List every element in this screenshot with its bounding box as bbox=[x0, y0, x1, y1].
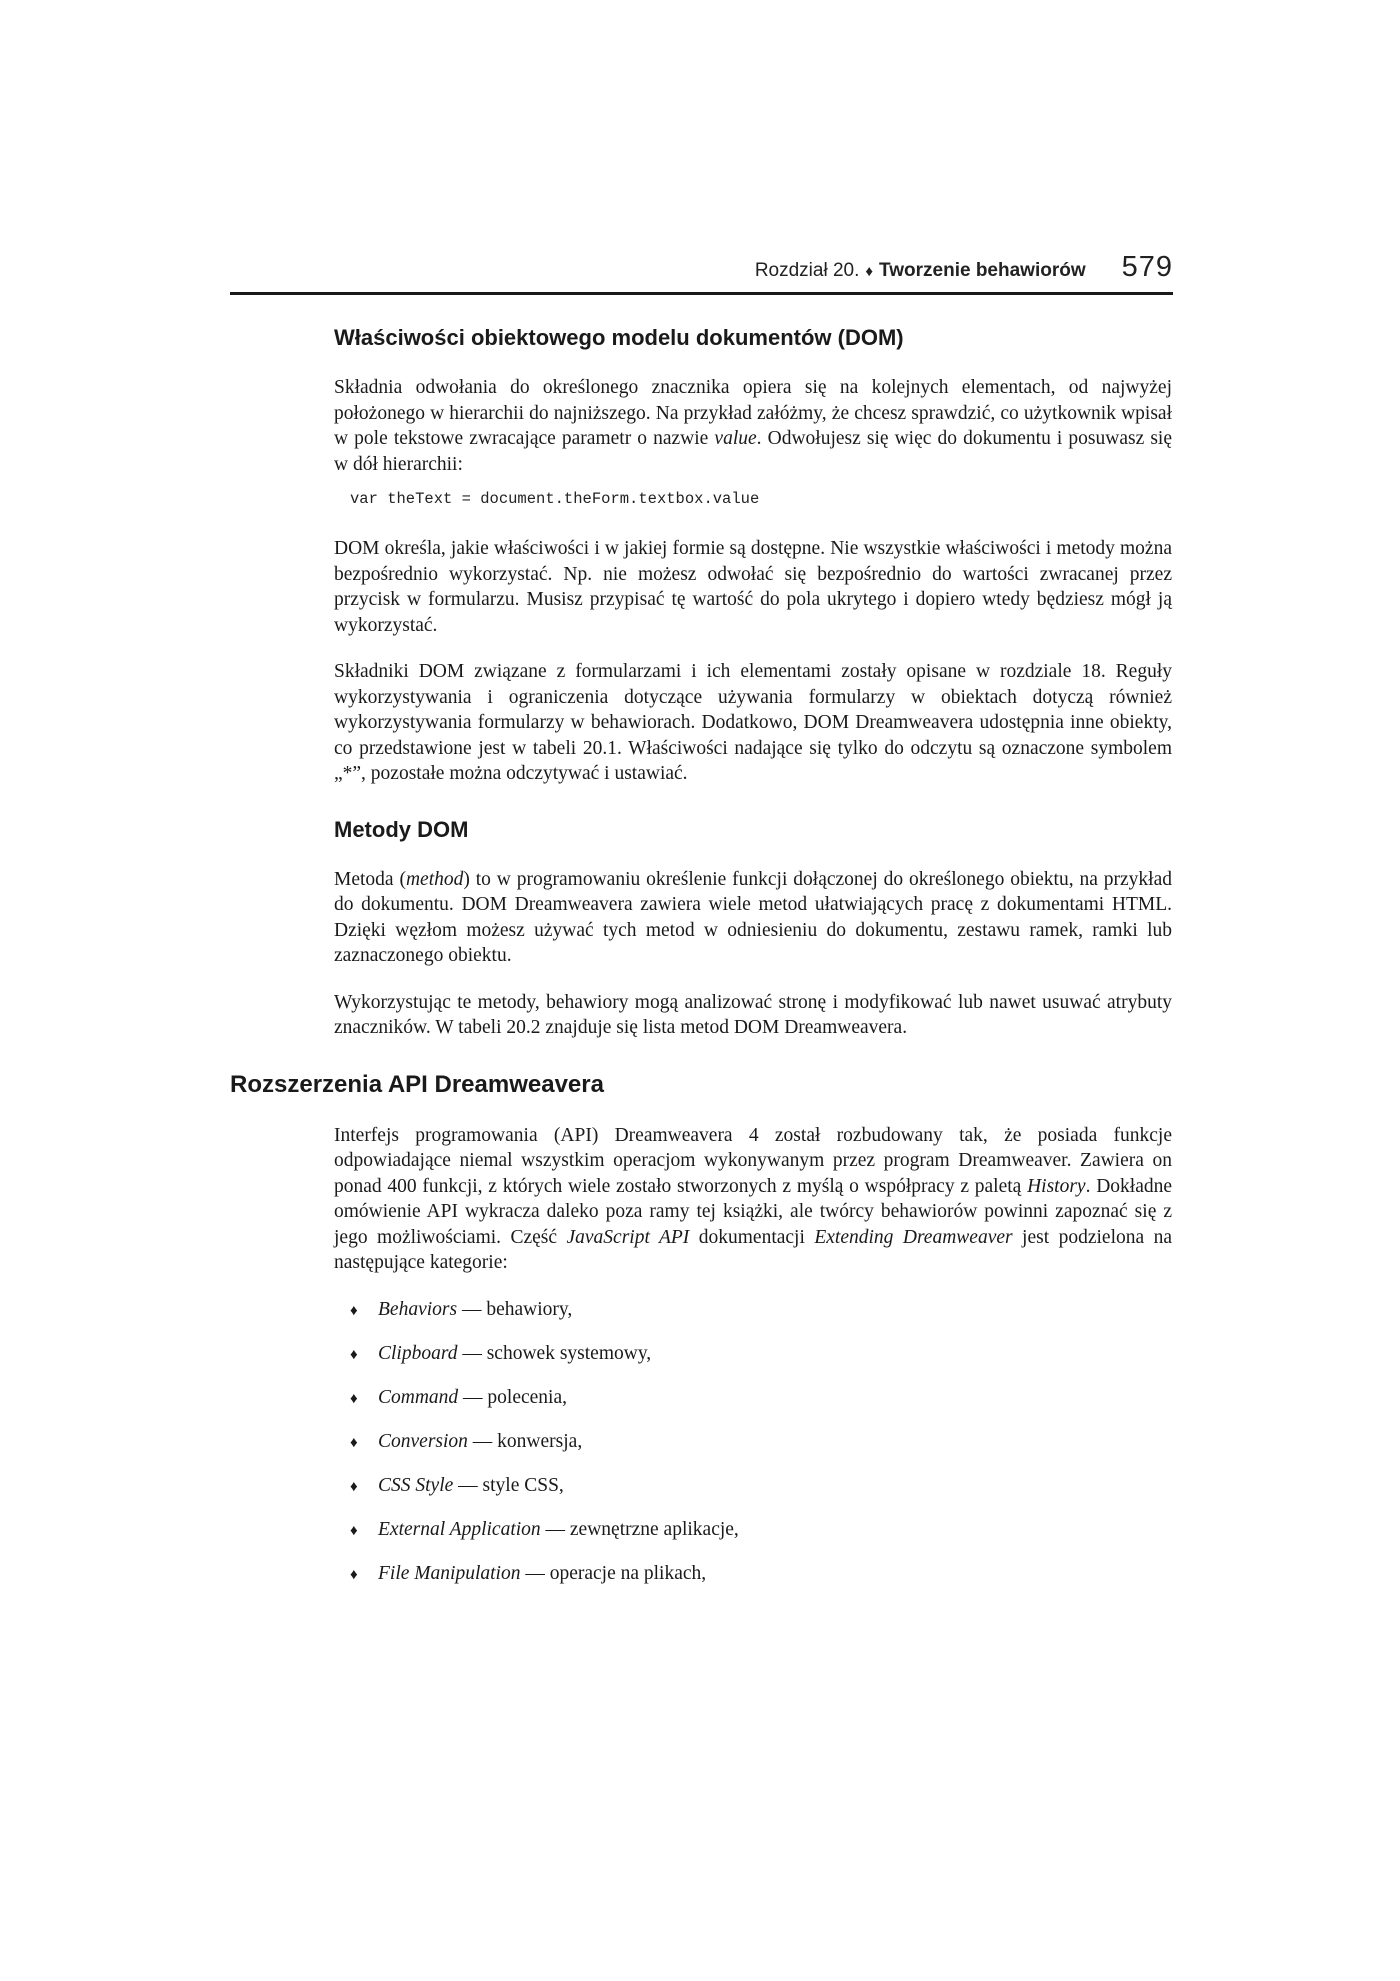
category-term: Clipboard bbox=[378, 1342, 458, 1364]
italic-term: JavaScript API bbox=[566, 1226, 690, 1248]
paragraph: Wykorzystując te metody, behawiory mogą analizować stronę i modyfikować lub nawet usuwać atrybuty znaczników. W tabeli 20.2 znajduje się lista metod DOM Dreamweavera. bbox=[334, 991, 1172, 1038]
paragraph bbox=[334, 375, 1172, 477]
list-item bbox=[334, 1473, 1172, 1501]
category-description: — schowek systemowy, bbox=[457, 1342, 652, 1364]
text-run: Metoda ( bbox=[334, 868, 406, 890]
diamond-bullet-icon: ♦ bbox=[350, 1522, 358, 1539]
italic-term: Extending Dreamweaver bbox=[814, 1226, 1013, 1248]
chapter-label: Rozdział 20. bbox=[754, 260, 860, 281]
running-header-text bbox=[755, 251, 1173, 284]
list-item bbox=[334, 1341, 1172, 1369]
code-sample: var theText = document.theForm.textbox.value bbox=[350, 490, 760, 508]
section-heading-dom-properties: Właściwości obiektowego modelu dokumentów (DOM) bbox=[334, 325, 904, 350]
list-item bbox=[334, 1297, 1172, 1325]
page-number: 579 bbox=[1121, 251, 1173, 283]
running-header bbox=[230, 252, 1173, 295]
text-run: Interfejs programowania (API) Dreamweavera 4 został rozbudowany tak, że posiada funkcje odpowiadające niemal wszystkim operacjom wykonywanym przez program Dreamweaver. Zawiera on ponad 400 funkcji, z których wiele zostało stworzonych z myślą o współpracy z paletą bbox=[334, 1124, 1172, 1197]
text-run: jest podzielona na następujące kategorie: bbox=[334, 1226, 1172, 1273]
text-run: ) to w programowaniu określenie funkcji dołączonej do określonego obiektu, na przykład do dokumentu. DOM Dreamweavera zawiera wiele metod ułatwiających pracę z dokumentami HTML. Dzięki węzłom możesz używać tych metod w odniesieniu do dokumentu, zestawu ramek, ramki lub zaznaczonego obiektu. bbox=[334, 868, 1172, 966]
category-description: — behawiory, bbox=[457, 1298, 573, 1320]
diamond-bullet-icon: ♦ bbox=[350, 1434, 358, 1451]
diamond-bullet-icon: ♦ bbox=[350, 1346, 358, 1363]
paragraph: DOM określa, jakie właściwości i w jakiej formie są dostępne. Nie wszystkie właściwości i metody można bezpośrednio wykorzystać. Np. nie możesz odwołać się bezpośrednio do wartości zwracanej przez przycisk w formularzu. Musisz przypisać tę wartość do pola ukrytego i dopiero wtedy będziesz mógł ją wykorzystać. bbox=[334, 538, 1172, 636]
paragraph bbox=[334, 1123, 1172, 1276]
category-description: — style CSS, bbox=[453, 1474, 564, 1496]
text-run: . Odwołujesz się więc do dokumentu i posuwasz się w dół hierarchii: bbox=[334, 428, 1172, 475]
page-content bbox=[230, 325, 1173, 1605]
category-description: — polecenia, bbox=[458, 1386, 568, 1408]
diamond-separator-icon: ♦ bbox=[865, 263, 874, 280]
list-item bbox=[334, 1429, 1172, 1457]
category-term: Behaviors bbox=[378, 1298, 458, 1320]
italic-term: History bbox=[1027, 1175, 1086, 1197]
category-term: External Application bbox=[378, 1518, 541, 1540]
api-category-list bbox=[334, 1297, 1172, 1589]
category-description: — zewnętrzne aplikacje, bbox=[540, 1518, 739, 1540]
section-heading-dom-methods: Metody DOM bbox=[334, 816, 469, 842]
diamond-bullet-icon: ♦ bbox=[350, 1566, 358, 1583]
text-run: dokumentacji bbox=[689, 1226, 815, 1248]
category-description: — operacje na plikach, bbox=[520, 1562, 707, 1584]
paragraph bbox=[334, 867, 1172, 969]
diamond-bullet-icon: ♦ bbox=[350, 1478, 358, 1495]
category-term: File Manipulation bbox=[378, 1562, 521, 1584]
list-item bbox=[334, 1517, 1172, 1545]
italic-term: method bbox=[405, 868, 464, 890]
text-run: Składnia odwołania do określonego znacznika opiera się na kolejnych elementach, od najwyżej położonego w hierarchii do najniższego. Na przykład załóżmy, że chcesz sprawdzić, co użytkownik wpisał w pole tekstowe zwracające parametr o nazwie bbox=[334, 377, 1172, 449]
diamond-bullet-icon: ♦ bbox=[350, 1302, 358, 1319]
paragraph: Składniki DOM związane z formularzami i ich elementami zostały opisane w rozdziale 18. Reguły wykorzystywania i ograniczenia dotyczące używania formularzy w obiektach dotyczą również wykorzystywania formularzy w behawiorach. Dodatkowo, DOM Dreamweavera udostępnia inne obiekty, co przedstawione jest w tabeli 20.1. Właściwości nadające się tylko do odczytu są oznaczone symbolem „*”, pozostałe można odczytywać i ustawiać. bbox=[334, 661, 1172, 784]
section-heading-api-extensions: Rozszerzenia API Dreamweavera bbox=[230, 1070, 604, 1098]
category-term: Conversion bbox=[378, 1430, 468, 1452]
text-run: . Dokładne omówienie API wykracza daleko poza ramy tej książki, ale twórcy behawiorów powinni zapoznać się z jego możliwościami. Część bbox=[334, 1175, 1173, 1248]
list-item bbox=[334, 1385, 1172, 1413]
category-term: Command bbox=[378, 1386, 459, 1408]
category-description: — konwersja, bbox=[467, 1430, 583, 1452]
diamond-bullet-icon: ♦ bbox=[350, 1390, 358, 1407]
italic-term: value bbox=[714, 428, 757, 449]
chapter-title: Tworzenie behawiorów bbox=[879, 260, 1086, 281]
category-term: CSS Style bbox=[378, 1474, 454, 1496]
list-item bbox=[334, 1561, 1172, 1589]
